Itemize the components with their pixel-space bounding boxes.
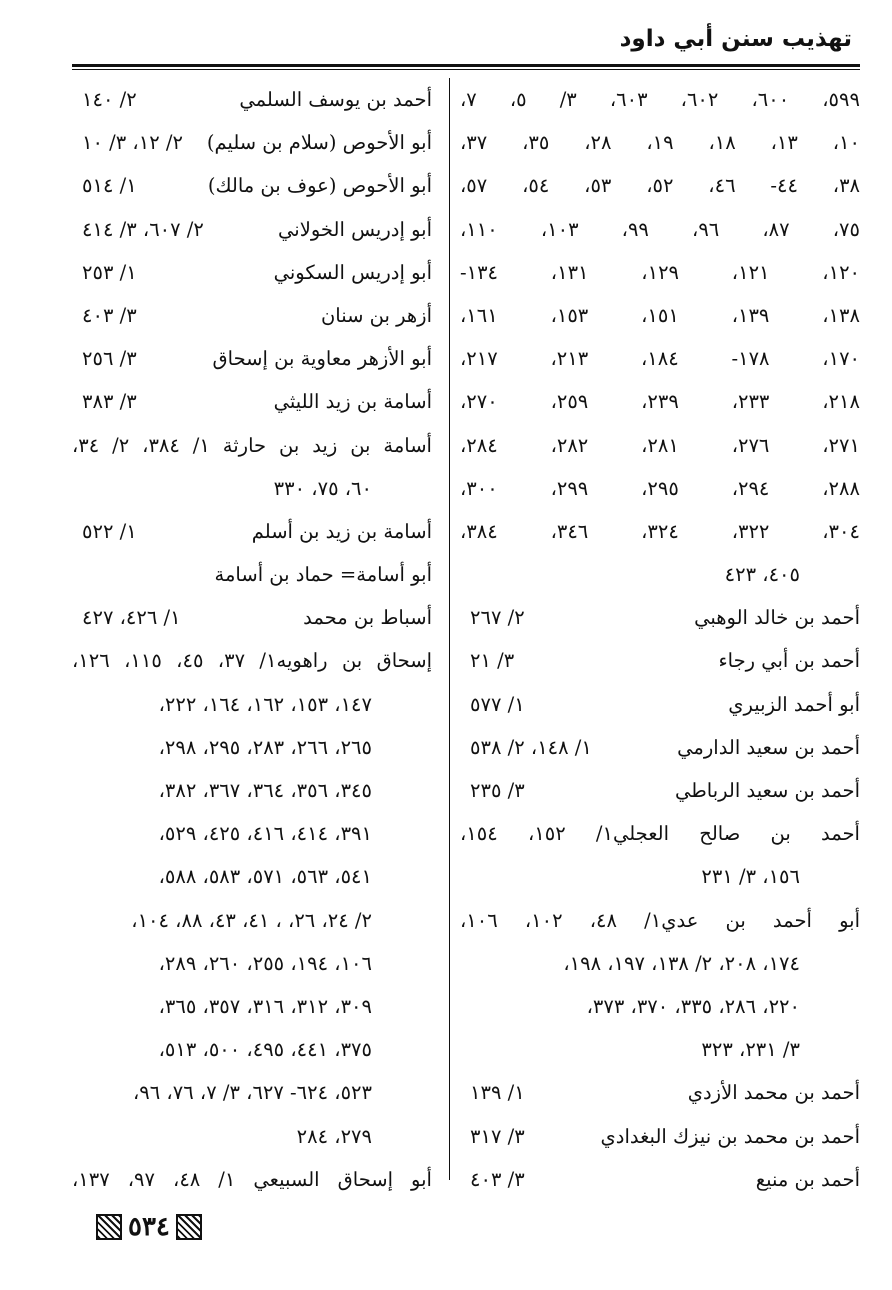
index-line <box>72 294 432 337</box>
index-line <box>460 1115 860 1158</box>
entry-name: أحمد بن محمد الأزدي <box>687 1081 860 1105</box>
running-header-title: تهذيب سنن أبي داود <box>619 26 852 52</box>
index-line <box>460 78 860 121</box>
index-line <box>460 596 860 639</box>
index-line <box>460 1071 860 1114</box>
index-line <box>72 1115 432 1158</box>
entry-text: ٣٠٤، ٣٢٢، ٣٢٤، ٣٤٦، ٣٨٤، <box>460 519 860 543</box>
entry-reference: ١/ ١٤٨، ٢/ ٥٣٨ <box>470 735 592 759</box>
index-line <box>72 769 432 812</box>
index-line <box>72 899 432 942</box>
entry-reference: ١/ ١٣٩ <box>470 1081 525 1105</box>
index-line <box>460 208 860 251</box>
index-line <box>72 683 432 726</box>
entry-reference: ١/ ٥٧٧ <box>470 692 525 716</box>
entry-name: أبو أحمد الزبيري <box>728 692 860 716</box>
index-line <box>460 337 860 380</box>
entry-continuation: ٢٢٠، ٢٨٦، ٣٣٥، ٣٧٠، ٣٧٣، <box>586 994 800 1018</box>
index-line <box>460 985 860 1028</box>
entry-name: أبو الأزهر معاوية بن إسحاق <box>212 347 432 371</box>
entry-reference: ٣/ ٢٥٦ <box>82 347 137 371</box>
entry-continuation: ٣٧٥، ٤٤١، ٤٩٥، ٥٠٠، ٥١٣، <box>158 1038 372 1062</box>
entry-reference: ٣/ ٢١ <box>470 649 515 673</box>
entry-text: ١٣٨، ١٣٩، ١٥١، ١٥٣، ١٦١، <box>460 303 860 327</box>
column-divider <box>449 78 450 1180</box>
entry-name: أبو إدريس السكوني <box>273 260 432 284</box>
page-footer <box>96 1212 202 1242</box>
entry-name: أحمد بن محمد بن نيزك البغدادي <box>600 1124 860 1148</box>
entry-text: ٢١٨، ٢٣٣، ٢٣٩، ٢٥٩، ٢٧٠، <box>460 390 860 414</box>
header-rule-thin <box>72 69 860 70</box>
entry-reference: ١/ ٤٢٦، ٤٢٧ <box>82 606 181 630</box>
index-line <box>460 769 860 812</box>
entry-continuation: ٢/ ٢٤، ٢٦، ، ٤١، ٤٣، ٨٨، ١٠٤، <box>131 908 372 932</box>
entry-continuation: ٣٠٩، ٣١٢، ٣١٦، ٣٥٧، ٣٦٥، <box>158 994 372 1018</box>
index-line <box>460 855 860 898</box>
entry-reference: ٣/ ٢٣٥ <box>470 779 525 802</box>
entry-reference: ٣/ ٤٠٣ <box>82 303 137 327</box>
index-line <box>72 1028 432 1071</box>
entry-continuation: ١٠٦، ١٩٤، ٢٥٥، ٢٦٠، ٢٨٩، <box>158 951 372 975</box>
entry-continuation: ٤٠٥، ٤٢٣ <box>724 563 800 587</box>
index-line <box>460 683 860 726</box>
index-line <box>460 726 860 769</box>
index-line <box>72 639 432 682</box>
entry-text: ١٢٠، ١٢١، ١٢٩، ١٣١، ١٣٤- <box>460 260 860 284</box>
entry-name: أبو الأحوص (عوف بن مالك) <box>207 174 432 198</box>
entry-name: أبو الأحوص (سلام بن سليم) <box>206 131 432 155</box>
index-line <box>460 380 860 423</box>
index-line <box>460 812 860 855</box>
ornament-icon <box>96 1214 122 1240</box>
entry-reference: ٢/ ١٤٠ <box>82 88 137 111</box>
entry-name: أسباط بن محمد <box>303 606 432 630</box>
entry-continuation: ٦٠، ٧٥، ٣٣٠ <box>273 476 372 500</box>
entry-text: ٧٥، ٨٧، ٩٦، ٩٩، ١٠٣، ١١٠، <box>460 217 860 241</box>
entry-reference: ١/ ٢٥٣ <box>82 260 137 284</box>
index-line <box>72 78 432 121</box>
entry-name: أحمد بن خالد الوهبي <box>694 606 860 630</box>
entry-continuation: ١٧٤، ٢٠٨، ٢/ ١٣٨، ١٩٧، ١٩٨، <box>563 951 800 975</box>
index-line <box>72 424 432 467</box>
index-line <box>460 294 860 337</box>
entry-name: أحمد بن سعيد الرباطي <box>675 779 860 802</box>
ornament-icon <box>176 1214 202 1240</box>
index-line <box>460 553 860 596</box>
entry-continuation: ٢٧٩، ٢٨٤ <box>296 1124 372 1148</box>
index-line <box>460 164 860 207</box>
entry-text: أحمد بن صالح العجلي١/ ١٥٢، ١٥٤، <box>460 822 860 846</box>
index-line <box>460 639 860 682</box>
entry-text: أبو إسحاق السبيعي ١/ ٤٨، ٩٧، ١٣٧، <box>72 1167 432 1191</box>
index-line <box>72 164 432 207</box>
entry-name: أسامة بن زيد الليثي <box>273 390 432 414</box>
entry-continuation: ٣٩١، ٤١٤، ٤١٦، ٤٢٥، ٥٢٩، <box>158 822 372 846</box>
entry-text: أبو أحمد بن عدي١/ ٤٨، ١٠٢، ١٠٦، <box>460 908 860 932</box>
index-line <box>460 121 860 164</box>
index-line <box>72 726 432 769</box>
entry-reference: ٣/ ٣٨٣ <box>82 390 137 414</box>
index-column-left <box>72 78 432 1198</box>
index-line <box>72 121 432 164</box>
index-line <box>72 553 432 596</box>
entry-text: ١٠، ١٣، ١٨، ١٩، ٢٨، ٣٥، ٣٧، <box>460 131 860 155</box>
index-line <box>72 467 432 510</box>
entry-name: أزهر بن سنان <box>320 303 432 327</box>
entry-reference: ١/ ٥١٤ <box>82 174 137 198</box>
entry-reference: ٢/ ٢٦٧ <box>470 606 525 630</box>
index-line <box>72 985 432 1028</box>
entry-reference: ٣/ ٣١٧ <box>470 1124 525 1148</box>
page-number: ٥٣٤ <box>128 1212 170 1242</box>
index-line <box>72 812 432 855</box>
index-line <box>72 380 432 423</box>
index-column-right <box>460 78 860 1198</box>
index-line <box>72 208 432 251</box>
entry-name: أسامة بن زيد بن أسلم <box>251 519 432 543</box>
index-line <box>72 1071 432 1114</box>
entry-name: أحمد بن أبي رجاء <box>718 649 860 673</box>
entry-text: ٢٨٨، ٢٩٤، ٢٩٥، ٢٩٩، ٣٠٠، <box>460 476 860 500</box>
entry-continuation: ٣٤٥، ٣٥٦، ٣٦٤، ٣٦٧، ٣٨٢، <box>158 779 372 802</box>
entry-reference: ١/ ٥٢٢ <box>82 519 137 543</box>
entry-text: ٣٨، ٤٤- ٤٦، ٥٢، ٥٣، ٥٤، ٥٧، <box>460 174 860 198</box>
entry-text: ٥٩٩، ٦٠٠، ٦٠٢، ٦٠٣، ٣/ ٥، ٧، <box>460 88 860 111</box>
entry-reference: ٢/ ١٢، ٣/ ١٠ <box>82 131 183 155</box>
index-line <box>72 1158 432 1201</box>
entry-text: ٢٧١، ٢٧٦، ٢٨١، ٢٨٢، ٢٨٤، <box>460 433 860 457</box>
entry-continuation: ٣/ ٢٣١، ٣٢٣ <box>701 1038 800 1062</box>
index-line <box>460 1158 860 1201</box>
entry-name: أحمد بن يوسف السلمي <box>239 88 432 111</box>
index-line <box>460 424 860 467</box>
entry-name: أحمد بن سعيد الدارمي <box>677 735 860 759</box>
index-line <box>72 855 432 898</box>
entry-text: أسامة بن زيد بن حارثة ١/ ٣٨٤، ٢/ ٣٤، <box>72 433 432 457</box>
index-line <box>72 942 432 985</box>
index-line <box>460 1028 860 1071</box>
entry-continuation: ١٥٦، ٣/ ٢٣١ <box>701 865 800 889</box>
index-line <box>460 899 860 942</box>
index-line <box>72 596 432 639</box>
entry-text: إسحاق بن راهويه١/ ٣٧، ٤٥، ١١٥، ١٢٦، <box>72 649 432 673</box>
entry-continuation: ٥٤١، ٥٦٣، ٥٧١، ٥٨٣، ٥٨٨، <box>158 865 372 889</box>
index-line <box>460 467 860 510</box>
index-line <box>460 251 860 294</box>
index-line <box>72 337 432 380</box>
header-rule <box>72 64 860 67</box>
entry-name: أحمد بن منيع <box>755 1167 860 1191</box>
entry-continuation: ١٤٧، ١٥٣، ١٦٢، ١٦٤، ٢٢٢، <box>158 692 372 716</box>
entry-reference: ٣/ ٤٠٣ <box>470 1167 525 1191</box>
entry-text: ١٧٠، ١٧٨- ١٨٤، ٢١٣، ٢١٧، <box>460 347 860 371</box>
index-line <box>72 251 432 294</box>
entry-reference: ٢/ ٦٠٧، ٣/ ٤١٤ <box>82 217 204 241</box>
entry-text: أبو أسامة= حماد بن أسامة <box>214 563 432 587</box>
index-line <box>460 510 860 553</box>
index-line <box>460 942 860 985</box>
entry-continuation: ٢٦٥، ٢٦٦، ٢٨٣، ٢٩٥، ٢٩٨، <box>158 735 372 759</box>
entry-name: أبو إدريس الخولاني <box>278 217 432 241</box>
index-line <box>72 510 432 553</box>
entry-continuation: ٥٢٣، ٦٢٤- ٦٢٧، ٣/ ٧، ٧٦، ٩٦، <box>132 1081 372 1105</box>
